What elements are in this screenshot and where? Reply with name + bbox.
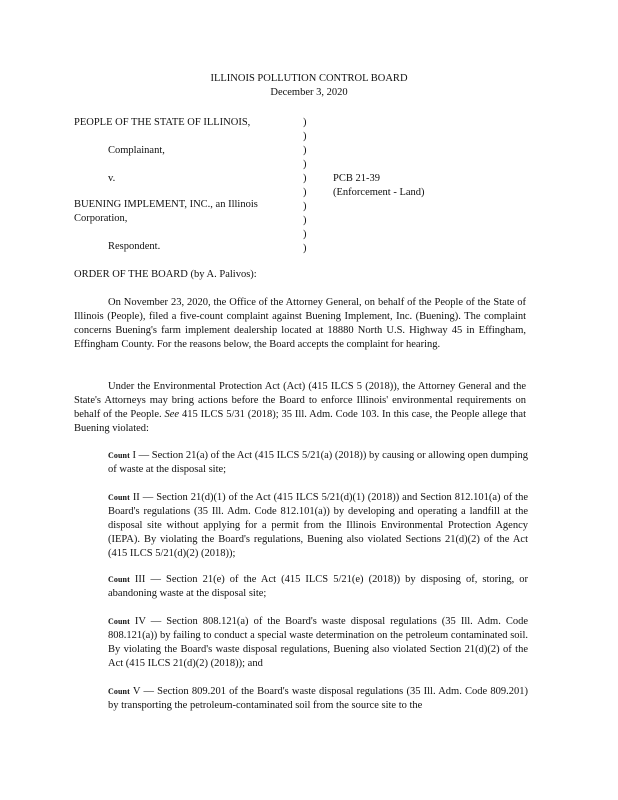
count-text: — Section 21(d)(1) of the Act (415 ILCS 5/21(d)(1) (2018)) and Section 812.101(a) of the Board's regulations (35 Ill. Adm. Code 812.101(a)) by developing and operating a landfill at the disposal site without applying for a permit from the Illinois Environmental Protection Agency (IEPA). By violating the Board's regulations, Buening also violated Sections 21(d)(2) of the Act (415 ILCS 5/21(d)(2) (2018)); bbox=[108, 492, 529, 559]
caption-bracket bbox=[303, 116, 307, 256]
case-type: (Enforcement - Land) bbox=[333, 187, 425, 198]
bracket-mark: ) bbox=[303, 187, 307, 198]
caption-complainant: Complainant, bbox=[108, 145, 165, 156]
caption-versus: v. bbox=[108, 173, 116, 184]
paragraph-complaint-filed: On November 23, 2020, the Office of the Attorney General, on behalf of the People of the State of Illinois (People), filed a five-count complaint against Buening Implement, Inc. (Buening). The complaint concerns Buening's farm implement dealership located at 18880 North U.S. Highway 45 in Effingham, Effingham County. For the reasons below, the Board accepts the complaint for hearing. bbox=[74, 297, 526, 350]
order-heading: ORDER OF THE BOARD (by A. Palivos): bbox=[74, 269, 257, 280]
count-item bbox=[108, 685, 528, 713]
bracket-mark: ) bbox=[303, 243, 307, 254]
count-label: Count bbox=[108, 451, 130, 460]
bracket-mark: ) bbox=[303, 201, 307, 212]
count-text: — Section 809.201 of the Board's waste disposal regulations (35 Ill. Adm. Code 809.201) by transporting the petroleum-contaminated soil from the source site to the bbox=[108, 686, 528, 711]
count-numeral: V bbox=[132, 686, 141, 697]
bracket-mark: ) bbox=[303, 145, 307, 156]
count-label: Count bbox=[108, 687, 130, 696]
bracket-mark: ) bbox=[303, 229, 307, 240]
count-numeral: III bbox=[134, 574, 146, 585]
see-signal: See bbox=[164, 409, 180, 420]
count-item bbox=[108, 615, 528, 671]
order-date: December 3, 2020 bbox=[270, 87, 348, 98]
count-item bbox=[108, 573, 528, 601]
caption-plaintiff: PEOPLE OF THE STATE OF ILLINOIS, bbox=[74, 117, 251, 128]
count-numeral: IV bbox=[134, 616, 146, 627]
caption-defendant-line2: Corporation, bbox=[74, 213, 128, 224]
count-label: Count bbox=[108, 575, 130, 584]
count-text: — Section 21(a) of the Act (415 ILCS 5/21(a) (2018)) by causing or allowing open dumping of waste at the disposal site; bbox=[108, 450, 529, 475]
count-text: — Section 808.121(a) of the Board's waste disposal regulations (35 Ill. Adm. Code 808.121(a)) by failing to conduct a special waste determination on the petroleum contaminated soil. By violating the Board's waste disposal regulations, Buening also violated Section 21(d)(2) of the Act (415 ILCS 21(d)(2) (2018)); and bbox=[108, 616, 529, 669]
page-title: ILLINOIS POLLUTION CONTROL BOARD bbox=[210, 73, 408, 84]
paragraph-authority-text-a: Under the Environmental Protection Act (Act) (415 ILCS 5 (2018)), the Attorney General and the State's Attorneys may bring actions before the Board to enforce Illinois' environmental requirements on behalf of the People. bbox=[74, 381, 526, 420]
caption-defendant-line1: BUENING IMPLEMENT, INC., an Illinois bbox=[74, 199, 258, 210]
case-number: PCB 21-39 bbox=[333, 173, 380, 184]
count-item bbox=[108, 491, 528, 561]
bracket-mark: ) bbox=[303, 159, 307, 170]
count-numeral: II bbox=[132, 492, 140, 503]
bracket-mark: ) bbox=[303, 117, 307, 128]
count-label: Count bbox=[108, 617, 130, 626]
bracket-mark: ) bbox=[303, 215, 307, 226]
paragraph-authority-text-b: 415 ILCS 5/31 (2018); 35 Ill. Adm. Code 103. In this case, the People allege that Buening violated: bbox=[74, 409, 527, 434]
bracket-mark: ) bbox=[303, 173, 307, 184]
count-label: Count bbox=[108, 493, 130, 502]
bracket-mark: ) bbox=[303, 131, 307, 142]
paragraph-authority bbox=[74, 380, 526, 436]
caption-respondent: Respondent. bbox=[108, 241, 161, 252]
count-item bbox=[108, 449, 528, 477]
count-numeral: I bbox=[132, 450, 136, 461]
count-text: — Section 21(e) of the Act (415 ILCS 5/21(e) (2018)) by disposing of, storing, or abandoning waste at the disposal site; bbox=[108, 574, 529, 599]
